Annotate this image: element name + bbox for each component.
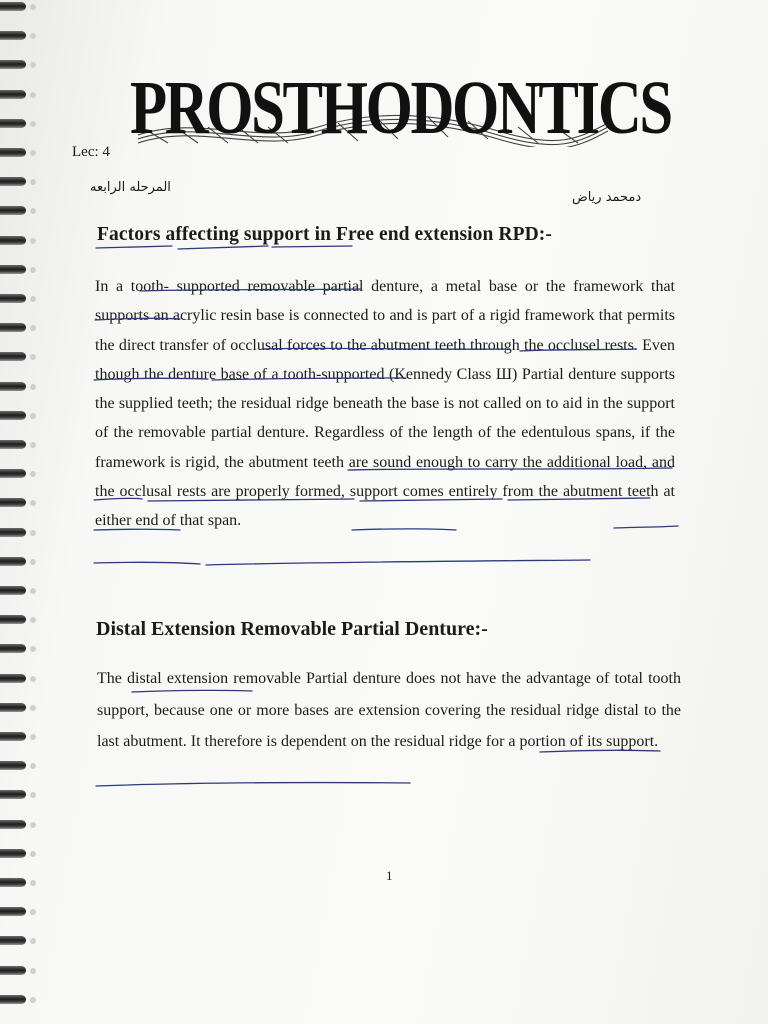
author-name: دمحمد رياض (572, 190, 642, 205)
binding-coil (0, 907, 26, 916)
binding-coil (0, 557, 26, 566)
binding-hole (30, 33, 36, 39)
section-heading-support-factors: Factors affecting support in Free end extension RPD:- (97, 224, 552, 245)
binding-coil (0, 119, 26, 128)
binding-coil (0, 265, 26, 274)
binding-coil (0, 615, 26, 624)
document-title: PROSTHODONTICS (130, 66, 671, 150)
binding-coil (0, 60, 26, 69)
binding-coil (0, 148, 26, 157)
binding-coil (0, 995, 26, 1004)
binding-hole (30, 179, 36, 185)
binding-hole (30, 62, 36, 68)
binding-hole (30, 296, 36, 302)
binding-coil (0, 820, 26, 829)
binding-hole (30, 851, 36, 857)
binding-hole (30, 705, 36, 711)
binding-coil (0, 294, 26, 303)
binding-coil (0, 469, 26, 478)
binding-coil (0, 674, 26, 683)
binding-hole (30, 646, 36, 652)
binding-hole (30, 617, 36, 623)
binding-coil (0, 936, 26, 945)
binding-hole (30, 354, 36, 360)
binding-coil (0, 790, 26, 799)
binding-hole (30, 413, 36, 419)
binding-coil (0, 586, 26, 595)
binding-coil (0, 236, 26, 245)
binding-coil (0, 206, 26, 215)
binding-coil (0, 323, 26, 332)
binding-hole (30, 238, 36, 244)
binding-hole (30, 822, 36, 828)
binding-hole (30, 500, 36, 506)
binding-coil (0, 440, 26, 449)
binding-hole (30, 208, 36, 214)
paragraph-support-factors: In a tooth- supported removable partial denture, a metal base or the framework that supports an acrylic resin base is connected to and is part of a rigid framework that permits the direct transfer of occlusal forces to the abutment teeth through the occlusel rests. Even though the denture base of a tooth-supported (Kennedy Class Ш) Partial denture supports the supplied teeth; the residual ridge beneath the base is not called on to aid in the support of the removable partial denture. Regardless of the length of the edentulous spans, if the framework is rigid, the abutment teeth are sound enough to carry the additional load, and the occlusal rests are properly formed, support comes entirely from the abutment teeth at either end of that span. (95, 278, 675, 530)
binding-hole (30, 471, 36, 477)
binding-hole (30, 150, 36, 156)
binding-hole (30, 880, 36, 886)
binding-coil (0, 31, 26, 40)
binding-coil (0, 966, 26, 975)
binding-hole (30, 676, 36, 682)
binding-coil (0, 849, 26, 858)
binding-hole (30, 530, 36, 536)
binding-hole (30, 938, 36, 944)
binding-coil (0, 498, 26, 507)
binding-hole (30, 384, 36, 390)
binding-hole (30, 909, 36, 915)
binding-coil (0, 703, 26, 712)
binding-coil (0, 352, 26, 361)
binding-hole (30, 559, 36, 565)
binding-coil (0, 411, 26, 420)
binding-coil (0, 90, 26, 99)
binding-coil (0, 2, 26, 11)
binding-hole (30, 588, 36, 594)
binding-hole (30, 763, 36, 769)
binding-hole (30, 997, 36, 1003)
stage-label: المرحله الرابعه (90, 180, 171, 195)
binding-coil (0, 644, 26, 653)
binding-hole (30, 734, 36, 740)
page-number: 1 (386, 868, 393, 883)
binding-coil (0, 761, 26, 770)
section-heading-distal-extension: Distal Extension Removable Partial Denture:- (96, 618, 488, 640)
binding-hole (30, 267, 36, 273)
spiral-binding (0, 0, 40, 1024)
binding-coil (0, 878, 26, 887)
binding-hole (30, 792, 36, 798)
binding-hole (30, 442, 36, 448)
binding-coil (0, 177, 26, 186)
lecture-number: Lec: 4 (72, 144, 110, 160)
binding-hole (30, 968, 36, 974)
binding-coil (0, 528, 26, 537)
binding-hole (30, 92, 36, 98)
binding-hole (30, 4, 36, 10)
binding-coil (0, 382, 26, 391)
paragraph-distal-extension: The distal extension removable Partial denture does not have the advantage of total tooth support, because one or more bases are extension covering the residual ridge distal to the last abutment. It therefore is dependent on the residual ridge for a portion of its support. (97, 670, 681, 750)
binding-hole (30, 121, 36, 127)
binding-hole (30, 325, 36, 331)
binding-coil (0, 732, 26, 741)
